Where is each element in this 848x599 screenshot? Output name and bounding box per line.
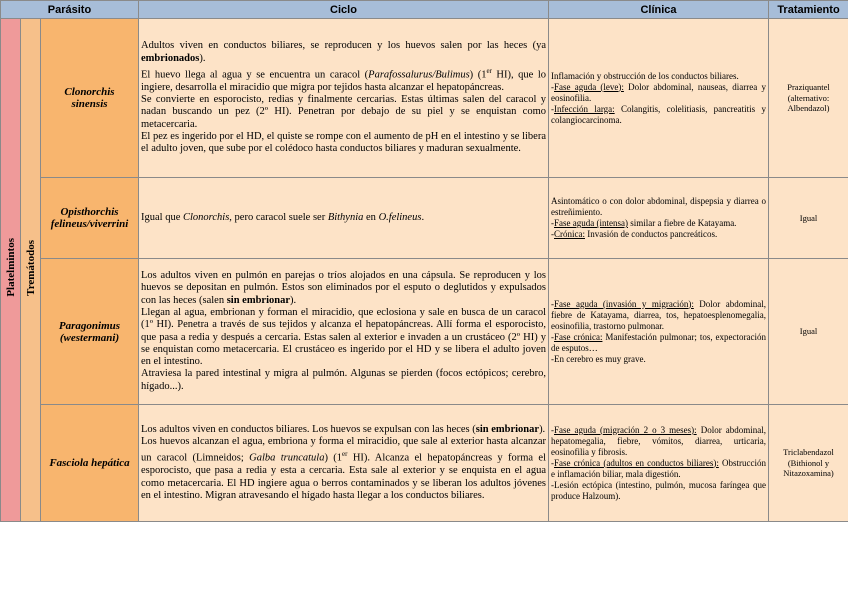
phylum-label: Platelmintos: [4, 238, 17, 297]
ciclo-cell: Igual que Clonorchis, pero caracol suele ser Bithynia en O.felineus.: [139, 178, 549, 259]
tratamiento-cell: Praziquantel (alternativo: Albendazol): [769, 19, 848, 178]
ciclo-cell: Adultos viven en conductos biliares, se reproducen y los huevos salen por las heces (ya embrionados). El huevo llega al agua y se encuentra un caracol (Parafossalurus/Bulimus) (1er HI), que lo ingiere, desarrolla el miracidio que migra por tejidos hasta alcanzar el hepatopáncreas. Se convierte en esporocisto, redias y finalmente cercarias. Estas últimas salen del caracol y nadan buscando un pez (2º HI). Penetran por debajo de su piel y se enquistan como metacercaria. El pez es ingerido por el HD, el quiste se rompe con el aumento de pH en el intestino y se libera el adulto joven, que sube por el colédoco hasta conductos biliares y maduran sexualmente.: [139, 19, 549, 178]
ciclo-cell: Los adultos viven en conductos biliares. Los huevos se expulsan con las heces (sin embrionar). Los huevos alcanzan el agua, embriona y forma el miracidio, que sale al exterior hasta alcanzar un caracol (Limneidos; Galba truncatula) (1er HI). Alcanza el hepatopáncreas y forma el esporocisto, que pasa a redia y esta a cercaria. Esta sale al exterior y se enquista en el agua como metacercaria. El HD ingiere agua o berros contaminados y se liberan los adultos jóvenes en el intestino. Migran atravesando el hígado hasta llegar a los conductos biliares.: [139, 405, 549, 522]
parasite-name: Fasciola hepática: [41, 405, 139, 522]
header-parasito: Parásito: [1, 1, 139, 19]
class-cell: [21, 19, 41, 522]
header-tratamiento: Tratamiento: [769, 1, 848, 19]
parasite-name: Clonorchis sinensis: [41, 19, 139, 178]
parasite-name: Opisthorchis felineus/viverrini: [41, 178, 139, 259]
ciclo-cell: Los adultos viven en pulmón en parejas o tríos alojados en una cápsula. Se reproducen y los huevos se depositan en pulmón. Estos son eliminados por el esputo o deglutidos y expulsados con las heces (salen sin embrionar). Llegan al agua, embrionan y forman el miracidio, que eclosiona y sale en busca de un caracol (1º HI). Penetra a través de sus tejidos y alcanza el hepatopáncreas. Allí forma el esporocisto, que pasa a redia y después a cercaria. Estas salen al exterior e invaden a un crustáceo (2º HI) y se enquistan como metacercaria. El crustáceo es ingerido por el HD y se libera el adulto joven en el intestino. Atraviesa la pared intestinal y migra al pulmón. Algunas se pierden (focos ectópicos; cerebro, hígado...).: [139, 259, 549, 405]
clinica-cell: Inflamación y obstrucción de los conductos biliares. -Fase aguda (leve): Dolor abdominal, nauseas, diarrea y eosinofilia. -Infección larga: Colangitis, colelitiasis, pancreatitis y colangiocarcinoma.: [549, 19, 769, 178]
table-row: [1, 178, 848, 259]
header-ciclo: Ciclo: [139, 1, 549, 19]
tratamiento-cell: Igual: [769, 178, 848, 259]
tratamiento-cell: Igual: [769, 259, 848, 405]
phylum-cell: [1, 19, 21, 522]
class-label: Tremátodos: [24, 239, 37, 296]
tratamiento-cell: Triclabendazol (Bithionol y Nitazoxamina): [769, 405, 848, 522]
header-row: [1, 1, 848, 19]
parasite-name: Paragonimus (westermani): [41, 259, 139, 405]
clinica-cell: Asintomático o con dolor abdominal, dispepsia y diarrea o estreñimiento. -Fase aguda (intensa) similar a fiebre de Katayama. -Crónica: Invasión de conductos pancreáticos.: [549, 178, 769, 259]
table-row: [1, 405, 848, 522]
clinica-cell: -Fase aguda (invasión y migración): Dolor abdominal, fiebre de Katayama, diarrea, tos, hepatoesplenomegalia, eosinofilia, trastorno pulmonar. -Fase crónica: Manifestación pulmonar; tos, expectoración de esputos… -En cerebro es muy grave.: [549, 259, 769, 405]
header-clinica: Clínica: [549, 1, 769, 19]
clinica-cell: -Fase aguda (migración 2 o 3 meses): Dolor abdominal, hepatomegalia, fiebre, vómitos, diarrea, urticaria, eosinofilia y fibrosis. -Fase crónica (adultos en conductos biliares): Obstrucción e inflamación biliar, mala digestión. -Lesión ectópica (intestino, pulmón, mucosa faríngea que produce Halzoum).: [549, 405, 769, 522]
table-row: [1, 259, 848, 405]
table-row: [1, 19, 848, 178]
